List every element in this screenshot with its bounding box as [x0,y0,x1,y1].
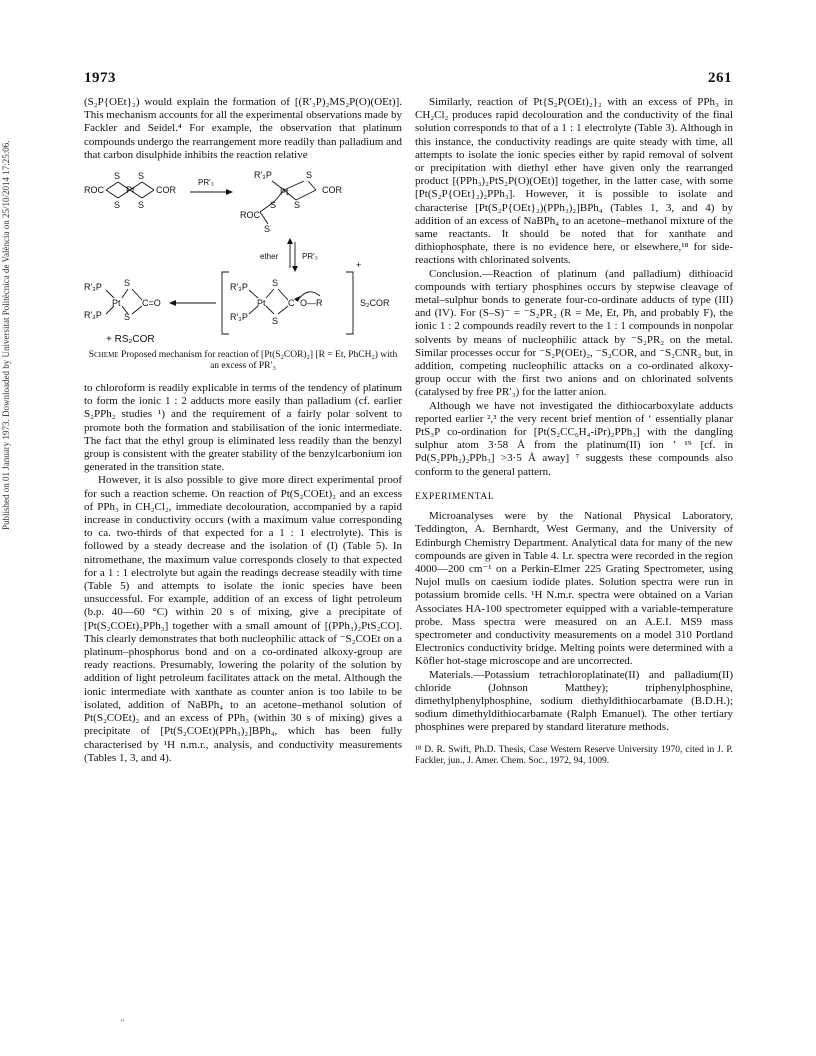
s-label: S [272,316,279,327]
plus-charge: + [356,260,362,271]
pt-label: Pt [280,187,289,198]
arrow-head [292,266,298,272]
reaction-scheme [84,168,402,346]
left-paragraph-1: (S₂P{OEt}₂) would explain the formation of [(R′₃P)₂MS₂P(O)(OEt)]. This mechanism accounts for all the experimental observations made by Fackler and Seidel.⁴ For example, the observation that platinum compounds undergo the rearrangement more readily than palladium and that carbon disulphide inhibits the reaction relative [84,96,402,161]
s-label: S [272,278,279,289]
rs2cor-label: + RS₂COR [106,334,155,346]
right-paragraph-1: Similarly, reaction of Pt{S₂P(OEt)₂}₂ with an excess of PPh₃ in CH₂Cl₂ produces rapid decolouration and the conductivity of the final solution corresponds to that of a 1 : 1 electrolyte (Table 3). Although in this instance, the conductivity readings are quite steady with time, all attempts to isolate the ionic species either by rapid removal of solvent or precipitation with diethyl ether have given only the rearranged product [(PPh₃)₂PtS₂P(O)(OEt)] together, in the latter case, with some [Pt(S₂P{OEt}₂)₂PPh₃]. However, it is possible to isolate and characterise [Pt(S₂P{OEt}₂)(PPh₃)₂]BPh₄ (Tables 1, 3, and 4) by addition of an excess of NaBPh₄ to an acetone–methanol mixture of the same reactants. It should be noted that for xanthate and dithiophosphate, there is no evidence here, or elsewhere,¹⁸ for side-reactions with chlorinated solvents. [415,96,733,267]
pr3-eq-label: PR′₃ [302,252,318,262]
bottom-mark: ’’ [120,1018,125,1027]
left-paragraph-3: However, it is also possible to give more direct experimental proof for such a reaction scheme. On reaction of Pt(S₂COEt)₂ and an excess of PPh₃ in CH₂Cl₂, immediate decolouration, accompanied by a rapid increase in conductivity occurs (with a maximum value corresponding to ca. two-thirds of that expected for a 1 : 1 electrolyte). This is followed by a steady decrease and the isolation of (I) (Table 5). In nitromethane, the maximum value corresponds closely to that expected for a 1 : 1 electrolyte but again the readings decrease steadily with time (Table 5) and attempts to isolate the ionic species have been unsuccessful. For example, addition of an excess of light petroleum (b.p. 40—60 °C) within 20 s of mixing, give a precipitate of [Pt(S₂COEt)₂PPh₃] together with a small amount of [(PPh₃)₂PtS₂CO]. This clearly demonstrates that both nucleophilic attack of ⁻S₂COEt on a platinum–phosphorus bond and on a co-ordinated alkoxy-group are ready reactions. Presumably, lowering the polarity of the solution by addition of light petroleum facilitates attack on the metal. Although the ionic intermediate with xanthate as counter anion is too labile to be isolated, addition of NaBPh₄ to an acetone–methanol solution of Pt(S₂COEt)₂ and an excess of PPh₃ (within 30 s of mixing) gives a precipitate of [Pt(S₂COEt)(PPh₃)₂]BPh₄, which has been fully characterised by ¹H n.m.r., analysis, and conductivity measurements (Tables 1, 3, and 4). [84,474,402,764]
r3p-d-label: R′₃P [230,312,248,323]
conclusion-paragraph: Conclusion.—Reaction of platinum (and palladium) dithioacid compounds with tertiary phosphines occurs by stepwise cleavage of metal–sulphur bonds to generate four-co-ordinate adducts of type (III) and (IV). For (S–S)⁻ = ⁻S₂PR₂ (R = Me, Et, Ph, and probably F), the ionic 1 : 2 compounds readily revert to the 1 : 1 compounds in nonpolar solvents by means of nucleophilic attack by ⁻S₂PR₂ on the metal. Similar processes occur for ⁻S₂P(OEt)₂, ⁻S₂COR, and ⁻S₂CNR₂ but, in addition, competing nucleophilic attacks on a co-ordinated alkoxy-group occur with the first two anions and on chlorinated solvents (catalysed by free PR′₃) for the latter anion. [415,267,733,399]
o-r-label: O—R [300,298,323,309]
cor-left-label: COR [156,185,176,196]
download-notice [1,140,20,880]
download-notice-text: Published on 01 January 1973. Downloaded by Universitat Politècnica de València on 25/10/2014 17:25:06. [1,140,11,530]
roc-left-label: ROC [84,185,104,196]
s-label: S [270,200,277,211]
scheme-caption [84,350,402,372]
arrow-head [287,238,293,244]
left-column [84,96,402,765]
s-label: S [124,312,131,323]
experimental-heading: EXPERIMENTAL [415,491,495,502]
s-label: S [114,171,121,182]
pr3-arrow-label: PR′₃ [198,178,214,188]
arrow-head [226,189,233,195]
footnote-18: ¹⁸ D. R. Swift, Ph.D. Thesis, Case Western Reserve University 1970, cited in J. P. Fackler, jun., J. Amer. Chem. Soc., 1972, 94, 1009. [415,744,733,766]
r3p-c-label: R′₃P [230,282,248,293]
pt-label: Pt [257,298,266,309]
cor-right-label: COR [322,185,342,196]
r3p-a-label: R′₃P [84,282,102,293]
s-label: S [138,200,145,211]
roc-mid-label: ROC [240,210,260,221]
reaction-scheme-drawing [84,168,402,346]
scheme-caption-label: Scheme [88,350,119,361]
s-label: S [124,278,131,289]
left-paragraph-2: to chloroform is readily explicable in terms of the tendency of platinum to form the ionic 1 : 2 adducts more easily than palladium (cf. earlier S₂PPh₂ studies ¹) and the requirement of a fairly polar solvent to promote both the formation and stabilisation of the ionic intermediate. The fact that the ethyl group is eliminated less readily than the benzyl group is consistent with the greater stability of the benzylcarbonium ion generated in the transition state. [84,382,402,474]
materials-paragraph: Materials.—Potassium tetrachloroplatinate(II) and palladium(II) chloride (Johnson Matthey); triphenylphosphine, dimethylphenylphosphine, sodium diethyldithiocarbamate (B.D.H.); sodium dimethyldithiocarbamate (Ralph Emanuel). The other tertiary phosphines were prepared by standard literature methods. [415,668,733,734]
experimental-paragraph: Microanalyses were by the National Physical Laboratory, Teddington, A. Bernhardt, West Germany, and the University of Edinburgh Chemistry Department. Analytical data for many of the new compounds are given in Table 4. I.r. spectra were recorded in the region 4000—200 cm⁻¹ on a Perkin-Elmer 225 Grating Spectrometer, using Nujol mulls on caesium iodide plates. Solution spectra were run in potassium bromide cells. ¹H N.m.r. spectra were obtained on a Varian Associates HA-100 spectrometer equipped with a variable-temperature probe. Mass spectra were measured on an A.E.I. MS9 mass spectrometer and conductivity measurements on a model 310 Portland Electronics conductivity bridge. Melting points were determined with a Köfler hot-stage microscope and are uncorrected. [415,510,733,668]
journal-year: 1973 [84,70,116,86]
s-label: S [138,171,145,182]
s-label: S [306,170,313,181]
right-paragraph-3: Although we have not investigated the dithiocarboxylate adducts reported earlier ²,³ the very recent brief mention of ‘ essentially planar PtS₃P co-ordination for [Pt(S₂CC₆H₄-iPr)₂PPh₃] with the dangling sulphur atom 3·58 Å from the platinum(II) ion ’ ¹⁹ [cf. in Pd(S₂PPh₂)₂PPh₃] >3·5 Å away] ⁷ suggests these compounds also conform to the general pattern. [415,399,733,478]
c-label: C [288,298,295,309]
ether-label: ether [260,252,279,262]
r3p-top-label: R′₃P [254,170,272,181]
arrow-head [169,300,176,306]
s2cor-label: S₂COR [360,298,390,309]
page-number: 261 [708,70,732,86]
pt-label: Pt [126,185,135,196]
pt-label: Pt [112,298,121,309]
s-label: S [264,224,271,235]
scheme-caption-text: Proposed mechanism for reaction of [Pt(S₂COR)₂] [R = Et, PhCH₂) with an excess of PR′₃ [120,350,398,372]
s-label: S [114,200,121,211]
s-label: S [294,200,301,211]
co-label: C=O [142,298,161,309]
r3p-b-label: R′₃P [84,310,102,321]
right-column [415,96,733,767]
